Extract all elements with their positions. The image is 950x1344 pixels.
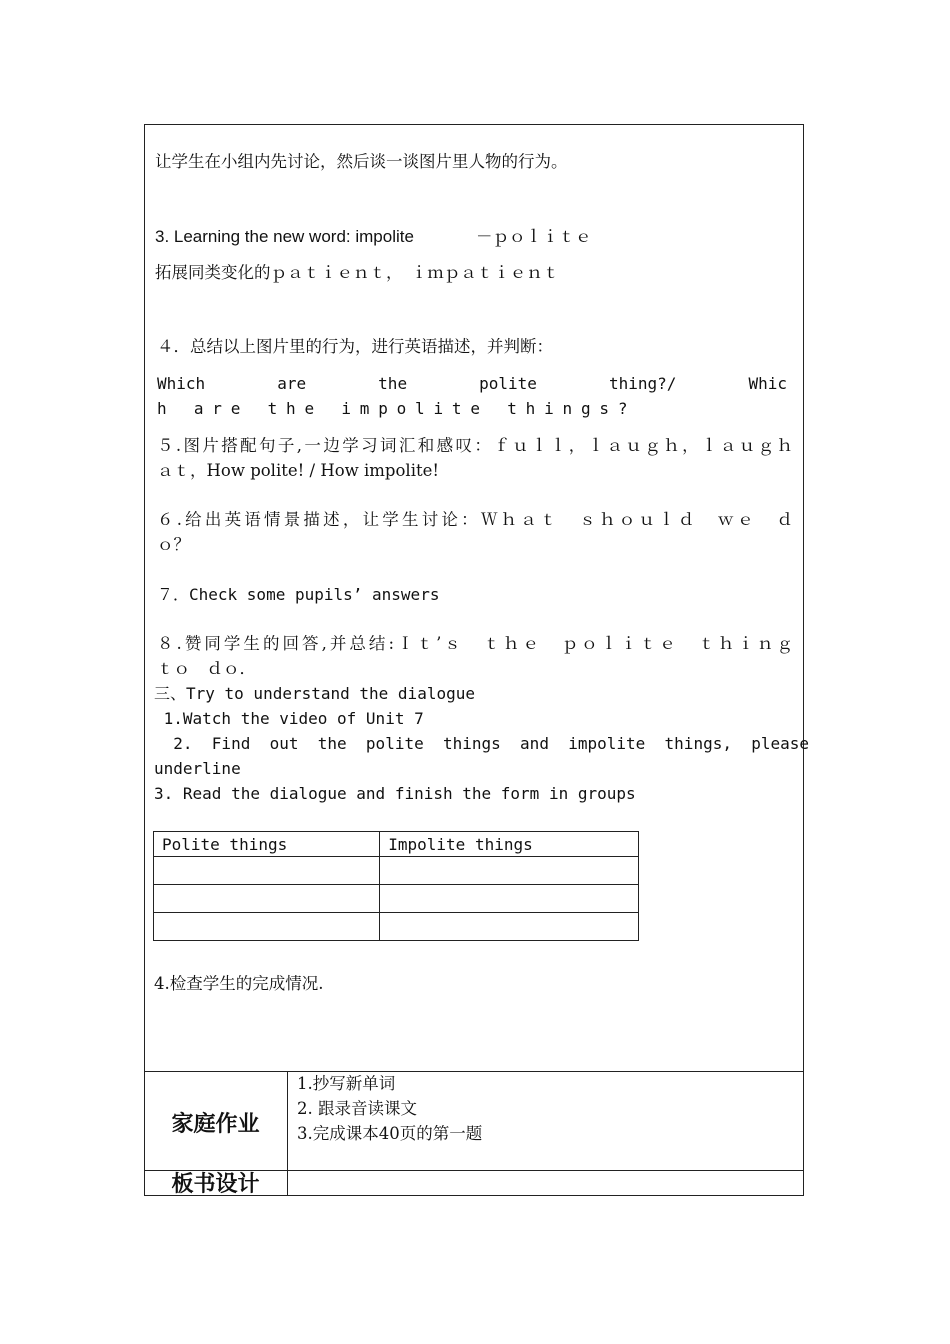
homework-item-2: 2. 跟录音读课文 bbox=[297, 1099, 417, 1118]
row-divider-homework bbox=[144, 1071, 804, 1072]
part-3-step-2-cont: underline bbox=[154, 759, 241, 778]
form-cell[interactable] bbox=[154, 857, 380, 885]
step-5-match-sentences: ５.图片搭配句子,一边学习词汇和感叹：ｆｕｌｌ，ｌａｕｇｈ，ｌａｕｇｈ bbox=[157, 436, 793, 455]
polite-impolite-form bbox=[153, 831, 639, 941]
form-header-row bbox=[154, 832, 639, 857]
homework-item-3: 3.完成课本40页的第一题 bbox=[297, 1124, 483, 1143]
step-3-new-word: 3. Learning the new word: impolite bbox=[155, 227, 414, 246]
part-3-title: 三、Try to understand the dialogue bbox=[154, 684, 475, 703]
form-cell[interactable] bbox=[154, 885, 380, 913]
form-header-polite: Polite things bbox=[154, 832, 380, 857]
step-3-extension: 拓展同类变化的ｐａｔｉｅｎｔ， ｉｍｐａｔｉｅｎｔ bbox=[155, 263, 560, 282]
form-row bbox=[154, 857, 639, 885]
part-3-step-3: 3. Read the dialogue and finish the form in groups bbox=[154, 784, 636, 803]
step-5-exclamations: ａｔ，How polite! / How impolite! bbox=[157, 461, 440, 480]
form-cell[interactable] bbox=[380, 885, 639, 913]
form-cell[interactable] bbox=[380, 913, 639, 941]
board-design-label: 板书设计 bbox=[171, 1172, 260, 1197]
step-4-question-line-2: h are the impolite things? bbox=[157, 399, 637, 418]
part-3-step-4: 4.检查学生的完成情况. bbox=[154, 974, 324, 993]
homework-item-1: 1.抄写新单词 bbox=[297, 1074, 396, 1093]
homework-label: 家庭作业 bbox=[171, 1112, 260, 1137]
discussion-instruction: 让学生在小组内先讨论，然后谈一谈图片里人物的行为。 bbox=[155, 152, 568, 171]
form-row bbox=[154, 885, 639, 913]
part-3-step-2: 2. Find out the polite things and impolite things, please bbox=[154, 734, 810, 753]
step-6-scenario-cont: ｏ？ bbox=[157, 535, 190, 554]
step-7-check-answers: ７．Check some pupils’ answers bbox=[157, 585, 440, 604]
step-3-word-pair: －ｐｏｌｉｔｅ bbox=[476, 227, 592, 246]
column-divider bbox=[287, 1071, 288, 1196]
form-row bbox=[154, 913, 639, 941]
step-8-summary-cont: ｔｏ ｄｏ． bbox=[157, 659, 256, 678]
step-8-summary: ８.赞同学生的回答,并总结:Ｉｔ’ｓ ｔｈｅ ｐｏｌｉｔｅ ｔｈｉｎｇ bbox=[157, 634, 793, 653]
step-4-question-line-1: Which are the polite thing?/ Whic bbox=[157, 374, 787, 393]
part-3-step-1: 1.Watch the video of Unit 7 bbox=[154, 709, 424, 728]
step-4-summary: ４．总结以上图片里的行为，进行英语描述，并判断： bbox=[157, 337, 553, 356]
step-6-scenario: ６.给出英语情景描述，让学生讨论：Ｗｈａｔ ｓｈｏｕｌｄ ｗｅ ｄ bbox=[157, 510, 793, 529]
form-header-impolite: Impolite things bbox=[380, 832, 639, 857]
form-cell[interactable] bbox=[380, 857, 639, 885]
form-cell[interactable] bbox=[154, 913, 380, 941]
